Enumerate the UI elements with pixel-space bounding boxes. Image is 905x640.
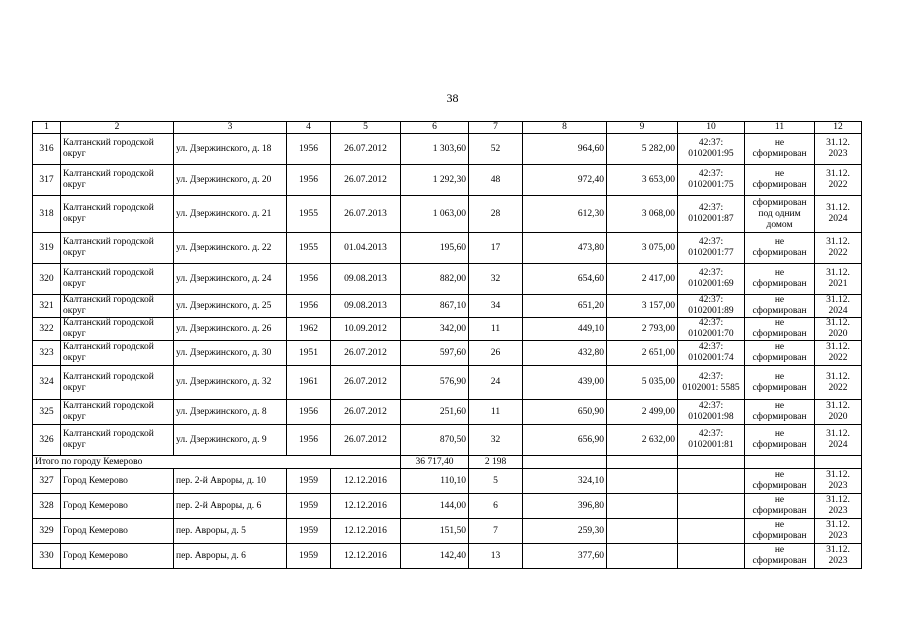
cell-c6: 597,60 [401, 341, 469, 366]
cell-c12: 31.12. 2022 [815, 165, 862, 196]
cell-c11: не сформирован [745, 400, 815, 425]
table-row [33, 400, 862, 425]
cell-c12: 31.12. 2022 [815, 233, 862, 264]
cell-year: 1961 [287, 366, 331, 400]
cell-date: 01.04.2013 [331, 233, 401, 264]
total-residents: 2 198 [469, 456, 523, 469]
cell-area: Калтанский городской округ [61, 425, 174, 456]
table-row [33, 295, 862, 318]
cell-c7: 13 [469, 544, 523, 569]
cell-year: 1959 [287, 494, 331, 519]
column-header: 6 [401, 122, 469, 134]
table-row [33, 366, 862, 400]
cell-c11: не сформирован [745, 318, 815, 341]
cell-c12: 31.12. 2020 [815, 318, 862, 341]
cell-date: 10.09.2012 [331, 318, 401, 341]
cell-addr: ул. Дзержинского, д. 25 [174, 295, 287, 318]
cell-year: 1956 [287, 400, 331, 425]
column-header: 4 [287, 122, 331, 134]
cell-date: 26.07.2012 [331, 400, 401, 425]
cell-c11: не сформирован [745, 469, 815, 494]
cell-date: 26.07.2012 [331, 425, 401, 456]
cell-c10: 42:37: 0102001:75 [678, 165, 745, 196]
cell-c8: 964,60 [523, 134, 607, 165]
cell-c6: 867,10 [401, 295, 469, 318]
cell-c10: 42:37: 0102001:69 [678, 264, 745, 295]
cell-c11: не сформирован [745, 494, 815, 519]
cell-addr: ул. Дзержинского. д. 22 [174, 233, 287, 264]
cell-area: Город Кемерово [61, 469, 174, 494]
cell-c8: 439,00 [523, 366, 607, 400]
cell-c9: 3 075,00 [607, 233, 678, 264]
cell-c10: 42:37: 0102001:87 [678, 196, 745, 233]
cell-c6: 1 303,60 [401, 134, 469, 165]
cell-date: 26.07.2012 [331, 341, 401, 366]
cell-c10 [678, 494, 745, 519]
cell-c11: не сформирован [745, 295, 815, 318]
header-row [33, 122, 862, 134]
cell-c6: 870,50 [401, 425, 469, 456]
table-row [33, 165, 862, 196]
cell-c8: 449,10 [523, 318, 607, 341]
cell-c6: 110,10 [401, 469, 469, 494]
total-area: 36 717,40 [401, 456, 469, 469]
cell-c8: 612,30 [523, 196, 607, 233]
cell-c8: 972,40 [523, 165, 607, 196]
cell-c6: 576,90 [401, 366, 469, 400]
table-row [33, 233, 862, 264]
cell-c9: 2 651,00 [607, 341, 678, 366]
cell-c9 [607, 494, 678, 519]
cell-c12: 31.12. 2024 [815, 295, 862, 318]
cell-year: 1959 [287, 469, 331, 494]
table-row [33, 425, 862, 456]
cell-c8: 654,60 [523, 264, 607, 295]
cell-n: 318 [33, 196, 61, 233]
cell-c8: 432,80 [523, 341, 607, 366]
table-row [33, 134, 862, 165]
cell-c10 [678, 519, 745, 544]
cell-c10: 42:37: 0102001:95 [678, 134, 745, 165]
cell-c7: 32 [469, 425, 523, 456]
cell-n: 329 [33, 519, 61, 544]
cell-c10: 42:37: 0102001:81 [678, 425, 745, 456]
cell-empty [607, 456, 678, 469]
cell-area: Калтанский городской округ [61, 295, 174, 318]
cell-c12: 31.12. 2022 [815, 366, 862, 400]
column-header: 10 [678, 122, 745, 134]
cell-c9: 2 632,00 [607, 425, 678, 456]
cell-date: 26.07.2013 [331, 196, 401, 233]
cell-year: 1955 [287, 196, 331, 233]
cell-c9 [607, 519, 678, 544]
cell-addr: ул. Дзержинского, д. 24 [174, 264, 287, 295]
cell-area: Калтанский городской округ [61, 366, 174, 400]
column-header: 1 [33, 122, 61, 134]
cell-date: 12.12.2016 [331, 494, 401, 519]
cell-c7: 17 [469, 233, 523, 264]
cell-c11: не сформирован [745, 544, 815, 569]
cell-area: Город Кемерово [61, 519, 174, 544]
cell-c9: 2 417,00 [607, 264, 678, 295]
cell-date: 12.12.2016 [331, 519, 401, 544]
column-header: 12 [815, 122, 862, 134]
cell-area: Калтанский городской округ [61, 341, 174, 366]
cell-c12: 31.12. 2023 [815, 519, 862, 544]
cell-empty [678, 456, 745, 469]
cell-addr: ул. Дзержинского, д. 8 [174, 400, 287, 425]
cell-addr: ул. Дзержинского, д. 9 [174, 425, 287, 456]
cell-date: 12.12.2016 [331, 469, 401, 494]
cell-c11: не сформирован [745, 366, 815, 400]
table-row [33, 519, 862, 544]
cell-c6: 1 292,30 [401, 165, 469, 196]
cell-date: 26.07.2012 [331, 134, 401, 165]
cell-year: 1956 [287, 295, 331, 318]
cell-c8: 396,80 [523, 494, 607, 519]
cell-c11: не сформирован [745, 264, 815, 295]
cell-c7: 48 [469, 165, 523, 196]
cell-year: 1951 [287, 341, 331, 366]
cell-n: 326 [33, 425, 61, 456]
cell-c11: не сформирован [745, 134, 815, 165]
cell-c6: 882,00 [401, 264, 469, 295]
cell-c9: 5 035,00 [607, 366, 678, 400]
cell-n: 328 [33, 494, 61, 519]
column-header: 7 [469, 122, 523, 134]
cell-c12: 31.12. 2023 [815, 494, 862, 519]
cell-c8: 656,90 [523, 425, 607, 456]
cell-n: 317 [33, 165, 61, 196]
cell-area: Калтанский городской округ [61, 196, 174, 233]
column-header: 2 [61, 122, 174, 134]
cell-c11: сформирован под одним домом [745, 196, 815, 233]
cell-addr: ул. Дзержинского. д. 26 [174, 318, 287, 341]
cell-date: 09.08.2013 [331, 295, 401, 318]
cell-addr: пер. 2-й Авроры, д. 6 [174, 494, 287, 519]
column-header: 5 [331, 122, 401, 134]
cell-c9: 3 157,00 [607, 295, 678, 318]
cell-c12: 31.12. 2021 [815, 264, 862, 295]
cell-c9: 3 653,00 [607, 165, 678, 196]
cell-year: 1959 [287, 519, 331, 544]
cell-c12: 31.12. 2023 [815, 134, 862, 165]
cell-c7: 7 [469, 519, 523, 544]
cell-c6: 142,40 [401, 544, 469, 569]
cell-n: 322 [33, 318, 61, 341]
cell-c10: 42:37: 0102001:77 [678, 233, 745, 264]
cell-c9: 5 282,00 [607, 134, 678, 165]
cell-date: 12.12.2016 [331, 544, 401, 569]
cell-area: Калтанский городской округ [61, 400, 174, 425]
cell-c6: 342,00 [401, 318, 469, 341]
cell-n: 321 [33, 295, 61, 318]
cell-c7: 26 [469, 341, 523, 366]
cell-c7: 6 [469, 494, 523, 519]
cell-c6: 151,50 [401, 519, 469, 544]
total-row [33, 456, 862, 469]
cell-area: Калтанский городской округ [61, 165, 174, 196]
column-header: 11 [745, 122, 815, 134]
cell-c10: 42:37: 0102001:70 [678, 318, 745, 341]
cell-c8: 377,60 [523, 544, 607, 569]
total-label: Итого по городу Кемерово [33, 456, 401, 469]
cell-c7: 52 [469, 134, 523, 165]
cell-c9: 2 499,00 [607, 400, 678, 425]
cell-c8: 651,20 [523, 295, 607, 318]
cell-addr: ул. Дзержинского. д. 21 [174, 196, 287, 233]
page-number: 38 [446, 91, 459, 105]
cell-c10: 42:37: 0102001:74 [678, 341, 745, 366]
cell-addr: ул. Дзержинского, д. 18 [174, 134, 287, 165]
cell-year: 1956 [287, 264, 331, 295]
cell-c7: 11 [469, 400, 523, 425]
cell-c12: 31.12. 2020 [815, 400, 862, 425]
cell-c7: 32 [469, 264, 523, 295]
cell-c6: 144,00 [401, 494, 469, 519]
cell-c9: 3 068,00 [607, 196, 678, 233]
cell-c10: 42:37: 0102001:89 [678, 295, 745, 318]
cell-n: 319 [33, 233, 61, 264]
cell-c11: не сформирован [745, 165, 815, 196]
table-row [33, 469, 862, 494]
table-row [33, 341, 862, 366]
cell-c9 [607, 469, 678, 494]
cell-area: Калтанский городской округ [61, 134, 174, 165]
cell-c11: не сформирован [745, 233, 815, 264]
cell-c12: 31.12. 2022 [815, 341, 862, 366]
cell-c6: 1 063,00 [401, 196, 469, 233]
cell-c9: 2 793,00 [607, 318, 678, 341]
cell-year: 1956 [287, 134, 331, 165]
cell-c12: 31.12. 2023 [815, 469, 862, 494]
cell-c9 [607, 544, 678, 569]
cell-c7: 24 [469, 366, 523, 400]
cell-area: Калтанский городской округ [61, 318, 174, 341]
column-header: 8 [523, 122, 607, 134]
cell-c7: 28 [469, 196, 523, 233]
cell-year: 1956 [287, 425, 331, 456]
cell-c11: не сформирован [745, 425, 815, 456]
cell-year: 1959 [287, 544, 331, 569]
table-row [33, 196, 862, 233]
cell-area: Калтанский городской округ [61, 264, 174, 295]
cell-c10: 42:37: 0102001:98 [678, 400, 745, 425]
cell-c10: 42:37: 0102001: 5585 [678, 366, 745, 400]
cell-c7: 34 [469, 295, 523, 318]
table-row [33, 264, 862, 295]
cell-year: 1962 [287, 318, 331, 341]
column-header: 3 [174, 122, 287, 134]
cell-c12: 31.12. 2024 [815, 196, 862, 233]
cell-empty [815, 456, 862, 469]
cell-addr: пер. 2-й Авроры, д. 10 [174, 469, 287, 494]
cell-c8: 473,80 [523, 233, 607, 264]
cell-date: 26.07.2012 [331, 366, 401, 400]
table-row [33, 494, 862, 519]
cell-n: 323 [33, 341, 61, 366]
cell-year: 1955 [287, 233, 331, 264]
cell-year: 1956 [287, 165, 331, 196]
cell-n: 325 [33, 400, 61, 425]
cell-c12: 31.12. 2023 [815, 544, 862, 569]
table-row [33, 544, 862, 569]
cell-c11: не сформирован [745, 341, 815, 366]
cell-area: Город Кемерово [61, 544, 174, 569]
cell-empty [523, 456, 607, 469]
cell-c6: 195,60 [401, 233, 469, 264]
cell-c8: 324,10 [523, 469, 607, 494]
cell-c12: 31.12. 2024 [815, 425, 862, 456]
cell-c10 [678, 544, 745, 569]
cell-n: 327 [33, 469, 61, 494]
cell-n: 330 [33, 544, 61, 569]
cell-n: 320 [33, 264, 61, 295]
table-row [33, 318, 862, 341]
cell-c8: 650,90 [523, 400, 607, 425]
cell-date: 09.08.2013 [331, 264, 401, 295]
cell-c8: 259,30 [523, 519, 607, 544]
cell-addr: пер. Авроры, д. 6 [174, 544, 287, 569]
cell-area: Город Кемерово [61, 494, 174, 519]
cell-c7: 11 [469, 318, 523, 341]
cell-c6: 251,60 [401, 400, 469, 425]
cell-addr: ул. Дзержинского, д. 30 [174, 341, 287, 366]
column-header: 9 [607, 122, 678, 134]
cell-n: 316 [33, 134, 61, 165]
cell-c11: не сформирован [745, 519, 815, 544]
cell-c7: 5 [469, 469, 523, 494]
cell-c10 [678, 469, 745, 494]
housing-registry-table [32, 121, 862, 569]
cell-addr: пер. Авроры, д. 5 [174, 519, 287, 544]
cell-empty [745, 456, 815, 469]
cell-addr: ул. Дзержинского, д. 20 [174, 165, 287, 196]
cell-date: 26.07.2012 [331, 165, 401, 196]
cell-area: Калтанский городской округ [61, 233, 174, 264]
cell-addr: ул. Дзержинского, д. 32 [174, 366, 287, 400]
cell-n: 324 [33, 366, 61, 400]
